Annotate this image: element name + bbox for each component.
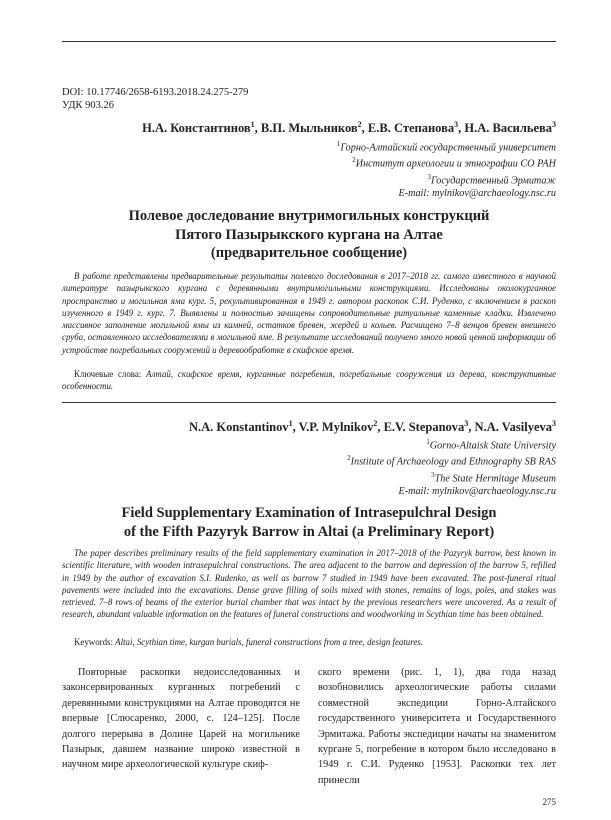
- doi[interactable]: DOI: 10.17746/2658-6193.2018.24.275-279: [62, 87, 249, 98]
- ru-title-line: (предварительное сообщение): [210, 245, 408, 261]
- ru-keywords-label: Ключевые слова:: [74, 369, 147, 379]
- en-keywords-label: Keywords:: [74, 637, 116, 647]
- ru-author: Е.В. Степанова: [367, 121, 455, 136]
- ru-author-sup: 3: [552, 120, 556, 129]
- en-author-sep: ,: [468, 420, 475, 435]
- en-affiliation: [347, 469, 556, 485]
- ru-title: [62, 207, 556, 263]
- en-affiliation-text: The State Hermitage Museum: [434, 473, 556, 485]
- ru-author-sep: ,: [361, 121, 368, 136]
- ru-keywords-text: Алтай, скифское время, курганные погребения, погребальные сооружения из дерева, конструктивные особенности.: [62, 369, 557, 392]
- en-affiliation: [347, 452, 556, 468]
- ru-title-line: Полевое доследование внутримогильных конструкций: [128, 208, 490, 224]
- ru-affiliations: [337, 138, 556, 200]
- en-author: E.V. Stepanova: [383, 420, 465, 435]
- en-title: [62, 504, 556, 541]
- ru-authors: [142, 120, 556, 136]
- top-rule: [62, 41, 556, 42]
- ru-email[interactable]: E-mail: mylnikov@archaeology.nsc.ru: [398, 188, 556, 200]
- body-right-column: ского времени (рис. 1, 1), два года назад возобновились археологические работы силами совместной экспедиции Горно-Алтайского государственного университета и Государственного Эрмитажа. Работы экспедиции начаты на знаменитом кургане 5, погребение в котором было исследовано в 1949 г. С.И. Руденко [1953]. Раскопки тех лет принесли: [318, 667, 556, 786]
- en-author-sup: 1: [288, 419, 293, 428]
- section-rule: [62, 402, 556, 403]
- en-keywords-text: Altai, Scythian time, kurgan burials, funeral constructions from a tree, design features.: [115, 637, 423, 647]
- en-title-line: of the Fifth Pazyryk Barrow in Altai (a Preliminary Report): [123, 523, 495, 540]
- ru-author-sep: ,: [458, 121, 465, 136]
- ru-affiliation: [337, 154, 556, 170]
- ru-author-sup: 2: [357, 120, 362, 129]
- en-author-sup: 2: [373, 419, 378, 428]
- en-affiliation-text: Institute of Archaeology and Ethnography SB RAS: [350, 456, 556, 468]
- ru-author: Н.А. Васильева: [464, 121, 552, 136]
- ru-author: В.П. Мыльников: [260, 121, 358, 136]
- ru-affiliation-sup: 1: [336, 140, 341, 148]
- ru-affiliation-text: Горно-Алтайский государственный университет: [340, 142, 556, 154]
- ru-title-line: Пятого Пазырыкского кургана на Алтае: [175, 226, 443, 243]
- ru-affiliation-sup: 2: [352, 156, 356, 165]
- ru-author: Н.А. Константинов: [142, 121, 251, 136]
- en-author: N.A. Vasilyeva: [474, 420, 552, 435]
- page-number: 275: [542, 797, 556, 807]
- ru-affiliation-text: Государственный Эрмитаж: [430, 175, 556, 187]
- ru-keywords: [62, 368, 556, 393]
- ru-affiliation-sup: 3: [427, 172, 431, 181]
- en-affiliations: [347, 436, 556, 498]
- en-title-line: Field Supplementary Examination of Intrasepulchral Design: [121, 505, 497, 521]
- en-affiliation-text: Gorno-Altaisk State University: [429, 440, 556, 452]
- ru-abstract: В работе представлены предварительные результаты полевого доследования в 2017–2018 гг. самого известного в научной литературе пазырыкского кургана с деревянными внутримогильными конструкциями. Исследованы околокурганное пространство и могильная яма кург. 5, рекультивированная в 1949 г. автором раскопок С.И. Руденко, с включением в раскоп изученного в 1949 г. кург. 7. Выявлены и полностью зачищены сопроводительные ритуальные каменные кладки. Извлечено массивное заполнение могильной ямы из камней, остатков бревен, жердей и кольев. Расчищено 7–8 венцов бревен внешнего сруба, оставленного исследователями в могильной яме. В результате исследований получено много новой ценной информации об устройстве погребальных сооружений и деревообработке в скифское время.: [62, 271, 556, 355]
- en-keywords: [62, 636, 556, 648]
- en-email[interactable]: E-mail: mylnikov@archaeology.nsc.ru: [398, 486, 556, 498]
- en-author-sup: 3: [464, 419, 469, 428]
- en-author-sep: ,: [292, 420, 299, 435]
- ru-author-sup: 1: [250, 120, 255, 129]
- en-author: V.P. Mylnikov: [298, 420, 374, 435]
- en-affiliation-sup: 3: [431, 470, 435, 479]
- ru-affiliation: [337, 171, 556, 187]
- ru-author-sup: 3: [454, 120, 459, 129]
- en-author-sep: ,: [377, 420, 384, 435]
- en-abstract: The paper describes preliminary results of the field supplementary examination in 2017–2018 of the Pazyryk barrow, best known in scientific literature, with wooden intrasepulchral constructions. The area adjacent to the barrow and depression of the barrow 5, refilled in 1949 by the author of excavation S.I. Rudenko, as well as barrow 7 studied in 1949 have been excavated. The post-funeral ritual pavements were included into the excavations. Dense grave filling of soils mixed with stones, remains of logs, poles, and stakes was retrieved. 7–8 rows of beams of the exterior burial chamber that was intact by the previous researchers were uncovered. As a result of research, abundant valuable information on the features of funeral constructions and woodworking in Scythian time has been obtained.: [62, 548, 556, 620]
- en-author: N.A. Konstantinov: [188, 420, 289, 435]
- udk-code: УДК 903.26: [62, 100, 115, 111]
- ru-affiliation: [337, 138, 556, 154]
- body-left-column: Повторные раскопки недоисследованных и законсервированных курганных погребений с деревянными конструкциями на Алтае проводятся не впервые [Слюсаренко, 2000, с. 124–125]. После долгого перерыва в Долине Царей на могильнике Пазырык, давшем название широко известной в научном мире археологической культуре скиф-: [62, 667, 300, 771]
- ru-affiliation-text: Институт археологии и этнографии СО РАН: [355, 158, 556, 170]
- en-affiliation-sup: 1: [426, 438, 430, 446]
- ru-author-sep: ,: [254, 121, 261, 136]
- en-affiliation-sup: 2: [347, 454, 351, 463]
- en-affiliation: [347, 436, 556, 452]
- en-author-sup: 3: [552, 419, 556, 428]
- en-authors: [189, 419, 556, 435]
